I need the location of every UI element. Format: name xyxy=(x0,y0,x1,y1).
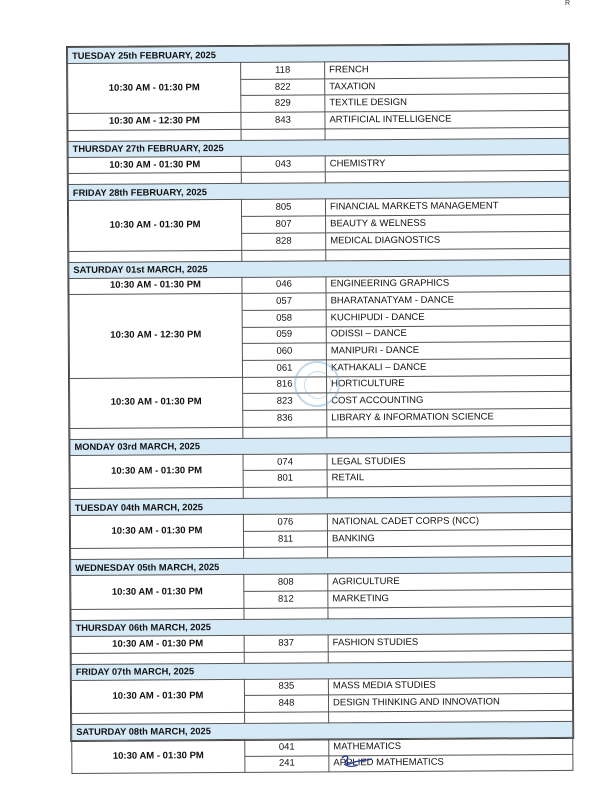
subject-name: CHEMISTRY xyxy=(325,154,569,172)
day-header: SATURDAY 08th MARCH, 2025 xyxy=(72,721,573,740)
page-mark: R xyxy=(564,0,570,7)
subject-code: 822 xyxy=(241,79,325,96)
subject-code: 043 xyxy=(241,156,325,173)
subject-code: 811 xyxy=(243,531,327,548)
day-header: TUESDAY 25th FEBRUARY, 2025 xyxy=(68,44,569,63)
spacer-cell xyxy=(241,129,325,141)
subject-code: 061 xyxy=(242,360,326,377)
day-header: THURSDAY 27th FEBRUARY, 2025 xyxy=(68,138,569,157)
spacer-cell xyxy=(242,249,326,261)
subject-name: MEDICAL DIAGNOSTICS xyxy=(326,231,570,249)
subject-code: 835 xyxy=(244,678,328,695)
subject-name: ARTIFICIAL INTELLIGENCE xyxy=(325,110,569,128)
subject-code: 812 xyxy=(244,591,328,608)
subject-name: NATIONAL CADET CORPS (NCC) xyxy=(327,512,571,530)
spacer-cell xyxy=(243,487,327,499)
time-slot: 10:30 AM - 01:30 PM xyxy=(69,277,242,295)
subject-name: ODISSI – DANCE xyxy=(326,325,570,343)
subject-code: 816 xyxy=(243,377,327,394)
subject-name: LEGAL STUDIES xyxy=(327,452,571,470)
subject-name: MARKETING xyxy=(328,590,572,608)
subject-code: 805 xyxy=(241,199,325,216)
subject-code: 060 xyxy=(242,343,326,360)
subject-name: MANIPURI - DANCE xyxy=(326,342,570,360)
subject-name: AGRICULTURE xyxy=(328,573,572,591)
subject-name: RETAIL xyxy=(327,469,571,487)
subject-code: 241 xyxy=(245,755,329,772)
subject-name: BEAUTY & WELNESS xyxy=(326,215,570,233)
subject-code: 046 xyxy=(242,276,326,293)
time-slot: 10:30 AM - 01:30 PM xyxy=(70,514,243,548)
time-slot: 10:30 AM - 12:30 PM xyxy=(69,294,243,378)
subject-code: 808 xyxy=(244,574,328,591)
spacer-cell xyxy=(241,172,325,184)
day-header: FRIDAY 07th MARCH, 2025 xyxy=(71,661,572,680)
day-header: WEDNESDAY 05th MARCH, 2025 xyxy=(71,557,572,576)
time-slot: 10:30 AM - 01:30 PM xyxy=(72,739,245,773)
time-slot: 10:30 AM - 01:30 PM xyxy=(70,454,243,488)
subject-name: FASHION STUDIES xyxy=(328,633,572,651)
subject-code: 829 xyxy=(241,95,325,112)
day-header: SATURDAY 01st MARCH, 2025 xyxy=(69,259,570,278)
subject-code: 828 xyxy=(242,233,326,250)
subject-name: APPLIED MATHEMATICS xyxy=(329,754,573,772)
subject-code: 058 xyxy=(242,310,326,327)
watermark-seal-icon xyxy=(294,361,340,407)
subject-code: 118 xyxy=(241,62,325,79)
time-slot: 10:30 AM - 01:30 PM xyxy=(71,635,244,653)
spacer-cell xyxy=(244,608,328,620)
subject-code: 823 xyxy=(243,393,327,410)
subject-code: 057 xyxy=(242,293,326,310)
subject-name: DESIGN THINKING AND INNOVATION xyxy=(328,694,572,712)
subject-code: 076 xyxy=(243,514,327,531)
subject-code: 836 xyxy=(243,410,327,427)
subject-name: HORTICULTURE xyxy=(327,375,571,393)
day-header: TUESDAY 04th MARCH, 2025 xyxy=(70,496,571,515)
time-slot: 10:30 AM - 01:30 PM xyxy=(68,156,241,174)
time-slot: 10:30 AM - 01:30 PM xyxy=(71,679,244,713)
time-slot: 10:30 AM - 01:30 PM xyxy=(68,200,241,251)
time-slot: 10:30 AM - 01:30 PM xyxy=(71,575,244,609)
subject-name: KATHAKALI – DANCE xyxy=(326,358,570,376)
subject-code: 041 xyxy=(245,739,329,756)
subject-name: KUCHIPUDI - DANCE xyxy=(326,308,570,326)
time-slot: 10:30 AM - 01:30 PM xyxy=(68,62,241,113)
spacer-cell xyxy=(244,547,328,559)
day-header: MONDAY 03rd MARCH, 2025 xyxy=(70,436,571,455)
subject-code: 807 xyxy=(242,216,326,233)
subject-name: BHARATANATYAM - DANCE xyxy=(326,292,570,310)
subject-name: MATHEMATICS xyxy=(329,737,573,755)
subject-name: MASS MEDIA STUDIES xyxy=(328,677,572,695)
subject-name: LIBRARY & INFORMATION SCIENCE xyxy=(327,408,571,426)
subject-code: 059 xyxy=(242,326,326,343)
subject-code: 801 xyxy=(243,470,327,487)
subject-name: FINANCIAL MARKETS MANAGEMENT xyxy=(325,198,569,216)
day-header: FRIDAY 28th FEBRUARY, 2025 xyxy=(68,182,569,201)
spacer-cell xyxy=(244,651,328,663)
time-slot: 10:30 AM - 01:30 PM xyxy=(70,377,243,428)
spacer-cell xyxy=(243,427,327,439)
subject-code: 837 xyxy=(244,635,328,652)
exam-schedule-table xyxy=(67,44,573,774)
subject-name: BANKING xyxy=(327,529,571,547)
subject-name: ENGINEERING GRAPHICS xyxy=(326,275,570,293)
subject-name: FRENCH xyxy=(325,60,569,78)
subject-name: TEXTILE DESIGN xyxy=(325,94,569,112)
subject-name: TAXATION xyxy=(325,77,569,95)
subject-code: 074 xyxy=(243,454,327,471)
spacer-cell xyxy=(245,712,329,724)
signature-icon xyxy=(338,752,374,772)
day-header: THURSDAY 06th MARCH, 2025 xyxy=(71,617,572,636)
time-slot: 10:30 AM - 12:30 PM xyxy=(68,112,241,130)
subject-name: COST ACCOUNTING xyxy=(327,392,571,410)
subject-code: 843 xyxy=(241,112,325,129)
subject-code: 848 xyxy=(244,695,328,712)
